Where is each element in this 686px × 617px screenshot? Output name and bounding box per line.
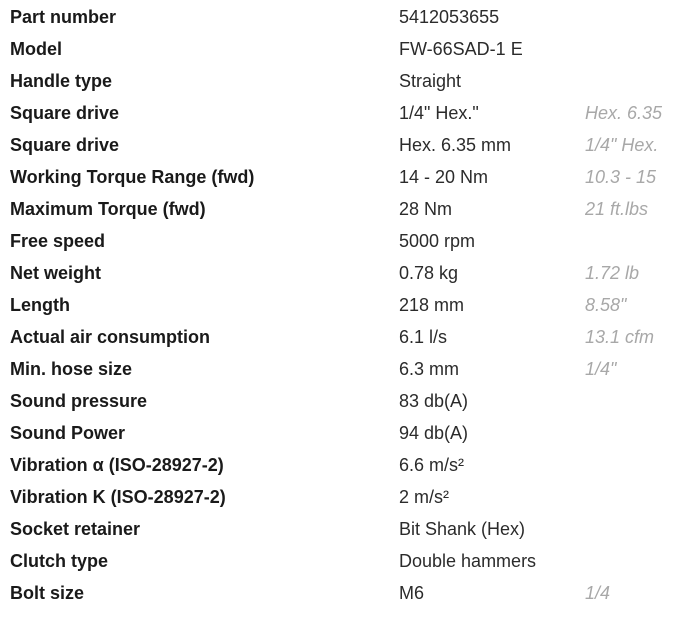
spec-label: Square drive xyxy=(10,134,120,155)
spec-value: 94 db(A) xyxy=(399,422,469,443)
spec-alt-value: 1/4" Hex. xyxy=(585,134,659,155)
spec-table xyxy=(10,1,686,609)
spec-value: 218 mm xyxy=(399,294,465,315)
spec-row xyxy=(10,65,686,97)
spec-alt-value: Hex. 6.35 xyxy=(585,102,663,123)
spec-label: Handle type xyxy=(10,70,113,91)
spec-value: 5000 rpm xyxy=(399,230,476,251)
spec-row xyxy=(10,161,686,193)
spec-row xyxy=(10,193,686,225)
spec-row xyxy=(10,545,686,577)
spec-label: Min. hose size xyxy=(10,358,133,379)
spec-label: Actual air consumption xyxy=(10,326,211,347)
spec-label: Working Torque Range (fwd) xyxy=(10,166,255,187)
spec-value: M6 xyxy=(399,582,425,603)
spec-label: Sound pressure xyxy=(10,390,148,411)
spec-value: Hex. 6.35 mm xyxy=(399,134,512,155)
spec-row xyxy=(10,513,686,545)
spec-row xyxy=(10,289,686,321)
spec-row xyxy=(10,385,686,417)
spec-label: Sound Power xyxy=(10,422,126,443)
spec-label: Vibration α (ISO-28927-2) xyxy=(10,454,224,475)
spec-row xyxy=(10,417,686,449)
spec-value: Double hammers xyxy=(399,550,537,571)
spec-value: Straight xyxy=(399,70,462,91)
spec-label: Socket retainer xyxy=(10,518,141,539)
spec-label: Maximum Torque (fwd) xyxy=(10,198,206,219)
spec-row xyxy=(10,321,686,353)
spec-label: Square drive xyxy=(10,102,120,123)
spec-alt-value: 21 ft.lbs xyxy=(585,198,649,219)
spec-label: Clutch type xyxy=(10,550,109,571)
spec-value: 6.3 mm xyxy=(399,358,460,379)
spec-label: Length xyxy=(10,294,70,315)
spec-value: 2 m/s² xyxy=(399,486,450,507)
spec-row xyxy=(10,97,686,129)
spec-label: Model xyxy=(10,38,62,59)
spec-alt-value: 1.72 lb xyxy=(585,262,640,283)
spec-alt-value: 1/4" xyxy=(585,358,617,379)
spec-alt-value: 10.3 - 15 xyxy=(585,166,657,187)
spec-label: Part number xyxy=(10,6,117,27)
spec-row xyxy=(10,449,686,481)
spec-value: FW-66SAD-1 E xyxy=(399,38,523,59)
spec-value: 5412053655 xyxy=(399,6,500,27)
spec-label: Net weight xyxy=(10,262,102,283)
spec-row xyxy=(10,481,686,513)
spec-row xyxy=(10,257,686,289)
spec-row xyxy=(10,129,686,161)
spec-alt-value: 1/4 xyxy=(585,582,611,603)
spec-alt-value: 13.1 cfm xyxy=(585,326,655,347)
spec-value: 6.1 l/s xyxy=(399,326,448,347)
spec-row xyxy=(10,225,686,257)
spec-value: Bit Shank (Hex) xyxy=(399,518,526,539)
spec-row xyxy=(10,33,686,65)
spec-label: Free speed xyxy=(10,230,106,251)
spec-alt-value: 8.58" xyxy=(585,294,627,315)
spec-label: Bolt size xyxy=(10,582,85,603)
spec-row xyxy=(10,577,686,609)
spec-row xyxy=(10,353,686,385)
spec-value: 14 - 20 Nm xyxy=(399,166,489,187)
spec-row xyxy=(10,1,686,33)
spec-value: 28 Nm xyxy=(399,198,453,219)
spec-value: 83 db(A) xyxy=(399,390,469,411)
spec-value: 6.6 m/s² xyxy=(399,454,465,475)
spec-label: Vibration K (ISO-28927-2) xyxy=(10,486,226,507)
spec-value: 1/4" Hex." xyxy=(399,102,479,123)
spec-value: 0.78 kg xyxy=(399,262,459,283)
